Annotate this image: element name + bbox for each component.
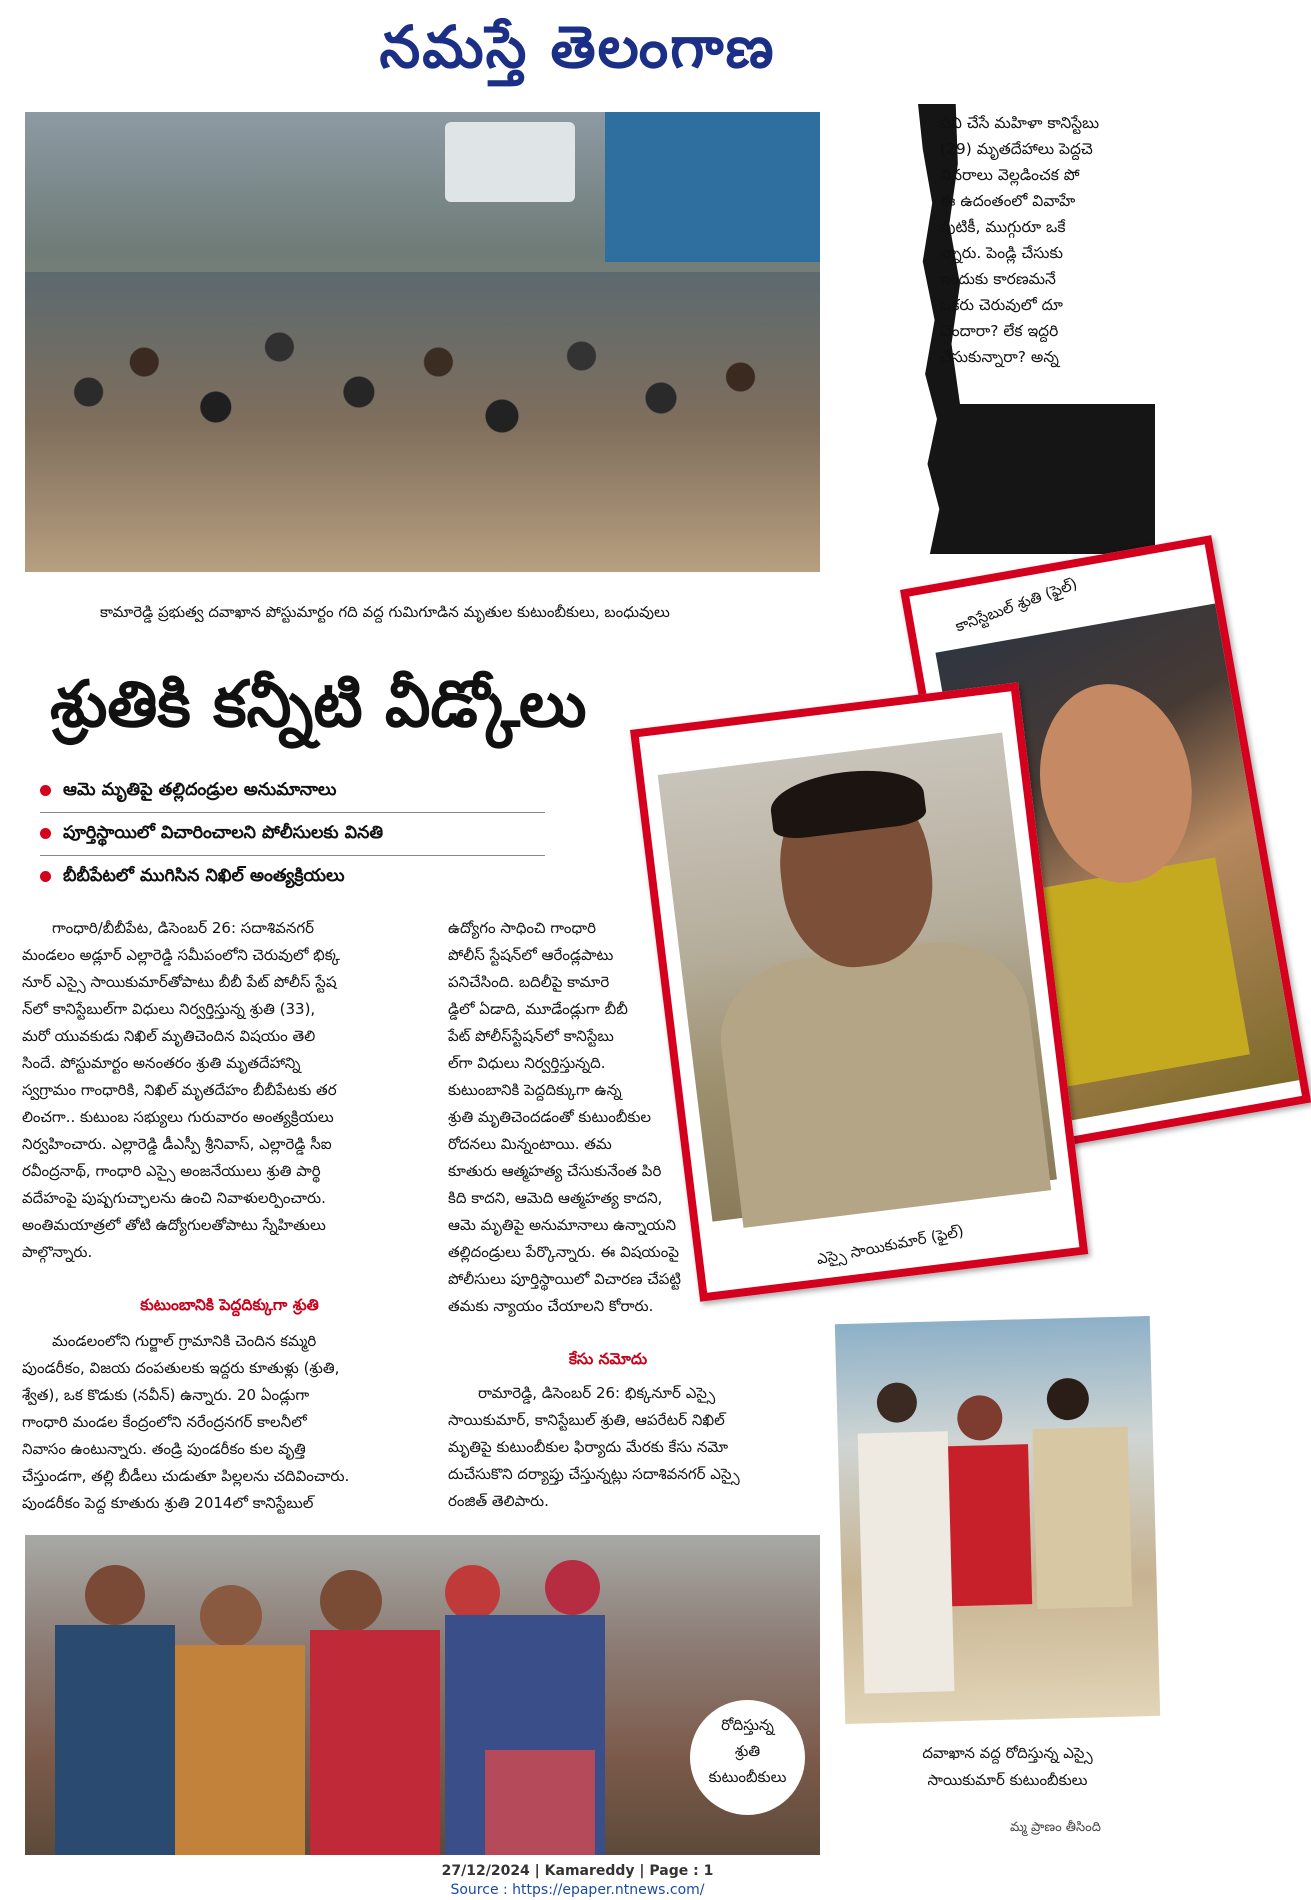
photo-person xyxy=(85,1565,145,1625)
text-line: నిర్వహించారు. ఎల్లారెడ్డి డీఎస్పీ శ్రీనివాస్, ఎల్లారెడ్డి సీఐ xyxy=(22,1135,332,1153)
text-line: లించగా.. కుటుంబ సభ్యులు గురువారం అంత్యక్రియలు xyxy=(22,1108,334,1126)
text-line: తల్లిదండ్రులు పేర్కొన్నారు. ఈ విషయంపై xyxy=(448,1243,679,1261)
text-line: పుండరీకం పెద్ద కూతురు శ్రుతి 2014లో కానిస్టేబుల్ xyxy=(22,1494,314,1512)
bullet-text: ఆమె మృతిపై తల్లిదండ్రుల అనుమానాలు xyxy=(63,780,337,800)
bullet-dot-icon xyxy=(40,785,51,796)
family-weeping-photo-right xyxy=(835,1316,1160,1724)
constable-photo-caption: కానిస్టేబుల్ శ్రుతి (ఫైల్) xyxy=(952,574,1080,636)
photo-wall xyxy=(605,112,820,262)
partial-story-tail: మ్మ ప్రాణం తీసింది xyxy=(1010,1820,1101,1835)
text-line: నివాసం ఉంటున్నారు. తండ్రి పుండరీకం కుల వృత్తి xyxy=(22,1440,306,1458)
side-line: పని చేసే మహిళా కానిస్టేబు xyxy=(940,114,1100,132)
text-line: శ్వేత), ఒక కొడుకు (నవీన్) ఉన్నారు. 20 ఏండ్లుగా xyxy=(22,1386,310,1404)
text-line: ఉద్యోగం సాధించి గాంధారి xyxy=(448,919,597,937)
photo-person xyxy=(200,1585,262,1647)
footer-date-page: 27/12/2024 | Kamareddy | Page : 1 xyxy=(441,1863,714,1879)
article-column-2b xyxy=(448,1380,828,1515)
text-line: పాల్గొన్నారు. xyxy=(22,1243,93,1261)
text-line: వదేహంపై పుష్పగుచ్ఛాలను ఉంచి నివాళులర్పించారు. xyxy=(22,1189,326,1207)
side-story-text xyxy=(940,110,1155,370)
article-column-2-top xyxy=(448,915,681,1320)
text-line: కిది కాదని, ఆమెది ఆత్మహత్య కాదని, xyxy=(448,1189,663,1207)
bullet-dot-icon xyxy=(40,871,51,882)
photo-person-body xyxy=(175,1645,305,1855)
subhead-family: కుటుంబానికి పెద్దదిక్కుగా శ్రుతి xyxy=(140,1296,319,1314)
text-line: న్‌లో కానిస్టేబుల్‌గా విధులు నిర్వర్తిస్తున్న శ్రుతి (33), xyxy=(22,1000,316,1018)
text-line: పోలీస్ స్టేషన్‌లో ఆరేండ్లపాటు xyxy=(448,946,614,964)
bullet-text: పూర్తిస్థాయిలో విచారించాలని పోలీసులకు వినతి xyxy=(63,823,384,843)
footer-source-link[interactable]: Source : https://epaper.ntnews.com/ xyxy=(450,1882,705,1898)
top-photo-caption: కామారెడ్డి ప్రభుత్వ దవాఖాన పోస్టుమార్టం గది వద్ద గుమిగూడిన మృతుల కుటుంబీకులు, బంధువులు xyxy=(100,603,670,621)
officer-photo-caption: ఎస్సై సాయికుమార్ (ఫైల్) xyxy=(815,1222,966,1269)
photo-person-body xyxy=(55,1625,175,1855)
photo-person xyxy=(545,1560,600,1615)
family-weeping-photo xyxy=(25,1535,820,1855)
side-line: ఒకరు చెరువులో దూ xyxy=(940,296,1063,314)
text-line: గాంధారి/బీబీపేట, డిసెంబర్ 26: సదాశివనగర్ xyxy=(52,919,314,937)
side-line: (29) మృతదేహాలు పెద్దచె xyxy=(940,140,1093,158)
text-line: కూతురు ఆత్మహత్య చేసుకునేంత పిరి xyxy=(448,1162,662,1180)
caption-line: సాయికుమార్ కుటుంబీకులు xyxy=(927,1771,1088,1789)
bullet-item xyxy=(40,780,560,804)
side-line: న్నారు. పెండ్లి చేసుకు xyxy=(940,244,1063,262)
text-line: పనిచేసింది. బదిలీపై కామారె xyxy=(448,973,610,991)
bubble-line: కుటుంబీకులు xyxy=(708,1768,787,1786)
text-line: తమకు న్యాయం చేయాలని కోరారు. xyxy=(448,1297,654,1315)
side-line: చెందారా? లేక ఇద్దరి xyxy=(940,322,1059,340)
divider xyxy=(40,812,545,813)
text-line: రోదనలు మిన్నంటాయి. తమ xyxy=(448,1135,612,1153)
photo-person xyxy=(876,1382,917,1423)
text-line: రవీంద్రనాథ్, గాంధారి ఎస్సై అంజనేయులు శ్రుతి పార్థి xyxy=(22,1162,321,1180)
text-line: సిందే. పోస్టుమార్టం అనంతరం శ్రుతి మృతదేహాన్ని xyxy=(22,1054,301,1072)
caption-line: దవాఖాన వద్ద రోదిస్తున్న ఎస్సై xyxy=(922,1744,1093,1762)
bubble-line: శ్రుతి xyxy=(734,1742,761,1760)
text-line: కుటుంబానికి పెద్దదిక్కుగా ఉన్న xyxy=(448,1081,622,1099)
side-line: వివరాలు వెల్లడించక పో xyxy=(940,166,1080,184)
photo-person xyxy=(320,1570,382,1632)
photo-person xyxy=(957,1395,1003,1441)
bullet-text: బీబీపేటలో ముగిసిన నిఖిల్ అంత్యక్రియలు xyxy=(63,866,345,886)
text-line: దుచేసుకొని దర్యాప్తు చేస్తున్నట్లు సదాశివనగర్ ఎస్సై xyxy=(448,1465,740,1483)
subhead-case: కేసు నమోదు xyxy=(568,1350,648,1368)
text-line: సాయికుమార్, కానిస్టేబుల్ శ్రుతి, ఆపరేటర్ నిఖిల్ xyxy=(448,1411,725,1429)
photo-uniform xyxy=(712,932,1051,1228)
text-line: రంజిత్ తెలిపారు. xyxy=(448,1492,549,1510)
side-line: ఇందుకు కారణమనే xyxy=(940,270,1056,288)
text-line: ఆమె మృతిపై అనుమానాలు ఉన్నాయని xyxy=(448,1216,677,1234)
text-line: అంతిమయాత్రలో తోటి ఉద్యోగులతోపాటు స్నేహితులు xyxy=(22,1216,326,1234)
text-line: ల్‌గా విధులు నిర్వర్తిస్తున్నది. xyxy=(448,1054,606,1072)
text-line: డ్డిలో ఏడాది, మూడేండ్లుగా బీబీ xyxy=(448,1000,628,1018)
bullet-dot-icon xyxy=(40,828,51,839)
side-line: ఈ ఉదంతంలో వివాహే xyxy=(940,192,1076,210)
photo-person xyxy=(445,1565,500,1620)
bullet-item xyxy=(40,866,560,890)
side-line: పుటికీ, ముగ్గురూ ఒకే xyxy=(940,218,1066,236)
photo-person-body xyxy=(310,1630,440,1855)
bullet-item xyxy=(40,823,560,847)
photo-person-body xyxy=(485,1750,595,1855)
bottom-right-caption xyxy=(860,1740,1155,1794)
article-column-1b xyxy=(22,1328,437,1517)
text-line: మృతిపై కుటుంబీకుల ఫిర్యాదు మేరకు కేసు నమో xyxy=(448,1438,729,1456)
divider xyxy=(40,855,545,856)
photo-van xyxy=(445,122,575,202)
text-line: పుండరీకం, విజయ దంపతులకు ఇద్దరు కూతుళ్లు (శ్రుతి, xyxy=(22,1359,340,1377)
text-line: మరో యువకుడు నిఖిల్ మృతిచెందిన విషయం తెలి xyxy=(22,1027,316,1045)
text-line: మండలంలోని గుర్జాల్ గ్రామానికి చెందిన కమ్మరి xyxy=(52,1332,317,1350)
photo-face xyxy=(1025,672,1207,895)
photo-person xyxy=(1046,1378,1089,1421)
text-line: చేస్తుండగా, తల్లి బీడీలు చుడుతూ పిల్లలను చదివించారు. xyxy=(22,1467,350,1485)
text-line: గాంధారి మండల కేంద్రంలోని నరేంద్రనగర్ కాలనీలో xyxy=(22,1413,307,1431)
article-column-1 xyxy=(22,915,437,1266)
bubble-line: రోదిస్తున్న xyxy=(721,1716,774,1734)
side-line: చేసుకున్నారా? అన్న xyxy=(940,348,1059,366)
masthead-title: నమస్తే తెలంగాణ xyxy=(379,13,776,81)
photo-bubble-caption xyxy=(690,1700,805,1815)
text-line: పేట్ పోలీస్‌స్టేషన్‌లో కానిస్టేబు xyxy=(448,1027,614,1045)
text-line: రామారెడ్డి, డిసెంబర్ 26: భిక్కనూర్ ఎస్సై xyxy=(478,1384,716,1402)
photo-person-body xyxy=(948,1444,1032,1606)
footer xyxy=(0,1862,1155,1900)
text-line: శ్రుతి మృతిచెందడంతో కుటుంబీకుల xyxy=(448,1108,652,1126)
text-line: పోలీసులు పూర్తిస్థాయిలో విచారణ చేపట్టి xyxy=(448,1270,681,1288)
officer-photo-frame xyxy=(630,682,1088,1301)
crowd-photo xyxy=(25,112,820,572)
text-line: నూర్ ఎస్సై సాయికుమార్‌తోపాటు బీబీ పేట్ పోలీస్ స్టేష xyxy=(22,973,337,991)
text-line: స్వగ్రామం గాంధారికి, నిఖిల్ మృతదేహం బీబీపేటకు తర xyxy=(22,1081,337,1099)
photo-person-body xyxy=(1033,1427,1133,1609)
officer-photo xyxy=(658,733,1057,1222)
photo-crowd xyxy=(25,272,820,572)
text-line: మండలం అడ్లూర్ ఎల్లారెడ్డి సమీపంలోని చెరువులో భిక్క xyxy=(22,946,340,964)
headline: శ్రుతికి కన్నీటి వీడ్కోలు xyxy=(50,668,587,742)
photo-person-body xyxy=(858,1431,955,1693)
